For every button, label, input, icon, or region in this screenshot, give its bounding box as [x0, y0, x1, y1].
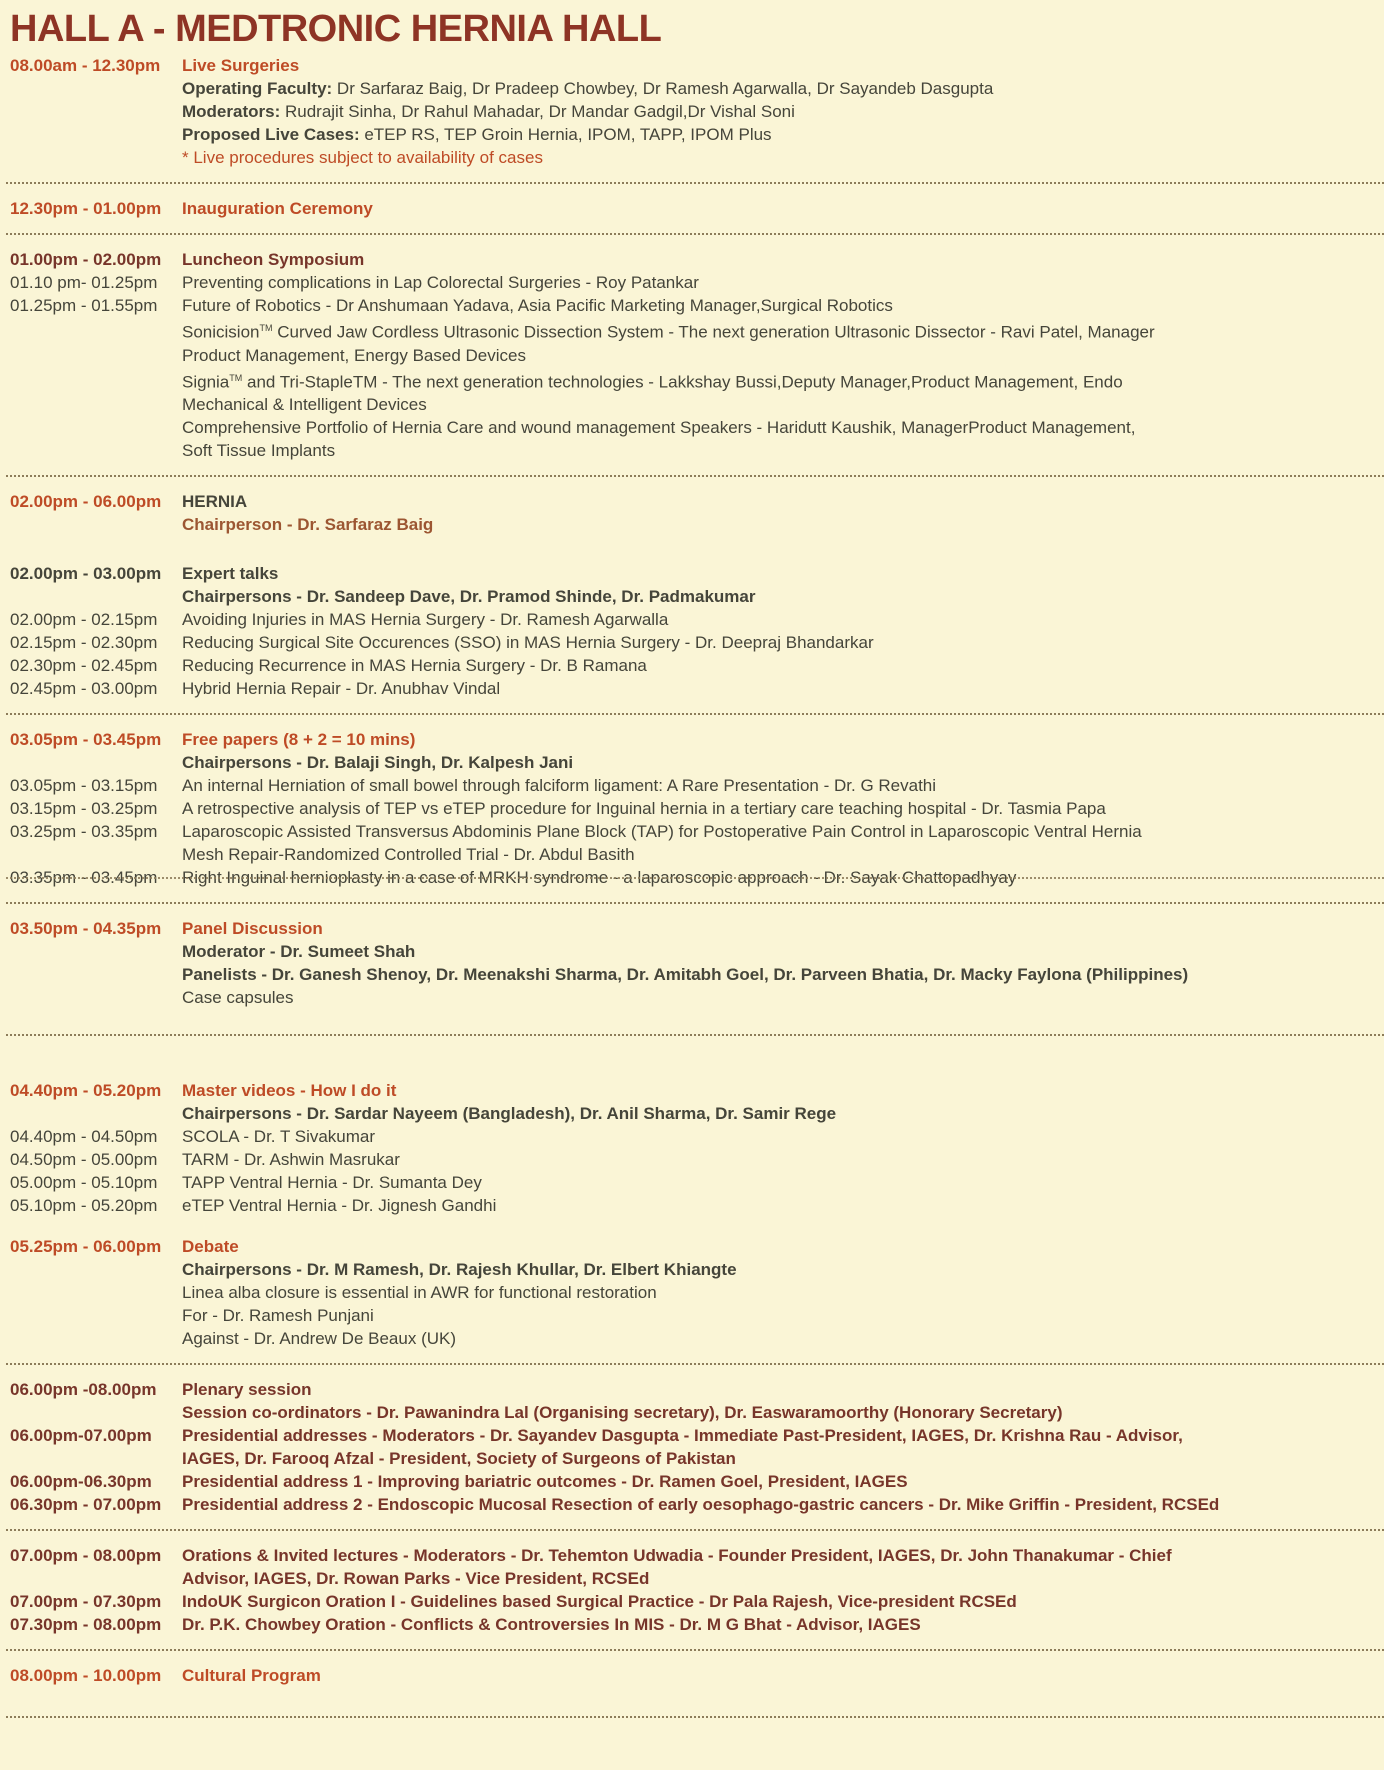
schedule-row [0, 1258, 1384, 1281]
time-cell [10, 123, 182, 146]
session-text [182, 1171, 1376, 1194]
session-text [182, 1102, 1376, 1125]
text-segment: A retrospective analysis of TEP vs eTEP procedure for Inguinal hernia in a tertiary care teaching hospital - Dr. Tasmia Papa [182, 799, 1106, 819]
schedule-row [0, 1171, 1384, 1194]
session-text [182, 1194, 1376, 1217]
text-segment: Orations & Invited lectures - Moderators - Dr. Tehemton Udwadia - Founder President, IAGES, Dr. John Thanakumar - Chief [182, 1546, 1172, 1566]
time-cell [10, 100, 182, 123]
text-segment: Session co-ordinators - Dr. Pawanindra Lal (Organising secretary), Dr. Easwaramoorthy (Honorary Secretary) [182, 1403, 1063, 1423]
time-cell: 01.25pm - 01.55pm [10, 296, 158, 315]
dotted-divider [6, 233, 1384, 235]
session-text [182, 1378, 1376, 1401]
text-segment: IAGES, Dr. Farooq Afzal - President, Society of Surgeons of Pakistan [182, 1449, 736, 1469]
schedule-row [0, 317, 1384, 344]
text-segment: Panelists - Dr. Ganesh Shenoy, Dr. Meenakshi Sharma, Dr. Amitabh Goel, Dr. Parveen Bhatia, Dr. Macky Faylona (Philippines) [182, 965, 1189, 985]
spacer [0, 1049, 1384, 1079]
text-segment: Linea alba closure is essential in AWR for functional restoration [182, 1283, 657, 1303]
text-segment: Rudrajit Sinha, Dr Rahul Mahadar, Dr Mandar Gadgil,Dr Vishal Soni [284, 102, 795, 121]
session-text [182, 294, 1376, 317]
session-text [182, 146, 1376, 169]
time-cell: 02.00pm - 06.00pm [10, 492, 162, 512]
schedule-row [0, 416, 1384, 439]
schedule-row [0, 963, 1384, 986]
schedule-row [0, 751, 1384, 774]
session-text [182, 728, 1376, 751]
session-text [182, 677, 1376, 700]
spacer [0, 536, 1384, 562]
time-cell [10, 940, 182, 963]
text-segment: Mechanical & Intelligent Devices [182, 395, 427, 415]
time-cell [10, 751, 182, 774]
time-cell: 02.00pm - 02.15pm [10, 610, 158, 630]
time-cell: 03.35pm - 03.45pm [10, 868, 158, 888]
time-cell: 05.10pm - 05.20pm [10, 1196, 158, 1216]
time-cell: 04.40pm - 05.20pm [10, 1081, 162, 1101]
schedule-row [0, 843, 1384, 866]
text-segment: Dr. P.K. Chowbey Oration - Conflicts & Controversies In MIS - Dr. M G Bhat - Advisor, IAGES [182, 1615, 921, 1635]
text-segment: Comprehensive Portfolio of Hernia Care and wound management Speakers - Haridutt Kaushik, ManagerProduct Management, [182, 418, 1136, 438]
time-cell: 05.25pm - 06.00pm [10, 1237, 162, 1257]
schedule-row [0, 608, 1384, 631]
time-cell [10, 344, 182, 367]
session-text [182, 439, 1376, 462]
time-cell [10, 146, 182, 169]
spacer [0, 1009, 1384, 1021]
time-cell: 01.00pm - 02.00pm [10, 250, 162, 269]
schedule-row [0, 1470, 1384, 1493]
time-cell [10, 1102, 182, 1125]
text-segment: TM [259, 323, 273, 333]
session-text [182, 751, 1376, 774]
schedule-row [0, 1125, 1384, 1148]
text-segment: For - Dr. Ramesh Punjani [182, 1306, 374, 1326]
time-cell: 06.00pm -08.00pm [10, 1380, 157, 1400]
spacer [0, 1687, 1384, 1703]
time-cell [10, 1304, 182, 1327]
schedule-row [0, 146, 1384, 169]
text-segment: Moderator - Dr. Sumeet Shah [182, 942, 416, 962]
text-segment: An internal Herniation of small bowel through falciform ligament: A Rare Presentation - Dr. G Revathi [182, 776, 937, 796]
schedule-row [0, 1378, 1384, 1401]
time-cell: 04.40pm - 04.50pm [10, 1127, 158, 1147]
time-cell [10, 317, 182, 344]
schedule-row [0, 1424, 1384, 1447]
text-segment: Plenary session [182, 1380, 312, 1400]
session-text [182, 416, 1376, 439]
session-text [182, 1567, 1376, 1590]
schedule-row [0, 1447, 1384, 1470]
schedule-row [0, 248, 1384, 271]
time-cell: 12.30pm - 01.00pm [10, 199, 162, 218]
dotted-divider [6, 1034, 1384, 1036]
session-text [182, 1327, 1376, 1350]
text-segment: Expert talks [182, 564, 279, 584]
schedule-row [0, 917, 1384, 940]
dotted-divider [6, 1363, 1384, 1365]
time-cell [10, 1327, 182, 1350]
schedule-row [0, 1148, 1384, 1171]
text-segment: Avoiding Injuries in MAS Hernia Surgery - Dr. Ramesh Agarwalla [182, 610, 669, 630]
session-text [182, 1304, 1376, 1327]
text-segment: Chairpersons - Dr. Balaji Singh, Dr. Kalpesh Jani [182, 753, 574, 773]
text-segment: Signia [182, 372, 230, 392]
session-text [182, 1470, 1376, 1493]
text-segment: * Live procedures subject to availability of cases [182, 148, 543, 167]
session-text [182, 317, 1376, 344]
text-segment: Advisor, IAGES, Dr. Rowan Parks - Vice President, RCSEd [182, 1569, 650, 1589]
time-cell: 02.30pm - 02.45pm [10, 656, 158, 676]
text-segment: TARM - Dr. Ashwin Masrukar [182, 1150, 400, 1170]
session-text [182, 1493, 1376, 1516]
time-cell [10, 393, 182, 416]
schedule-row [0, 1327, 1384, 1350]
schedule-row [0, 344, 1384, 367]
schedule-row [0, 1567, 1384, 1590]
schedule-row [0, 1304, 1384, 1327]
time-cell [10, 963, 182, 986]
session-text [182, 1148, 1376, 1171]
schedule-row [0, 1235, 1384, 1258]
schedule [0, 54, 1384, 1718]
schedule-row [0, 1194, 1384, 1217]
session-text [182, 917, 1376, 940]
text-segment: Product Management, Energy Based Devices [182, 345, 526, 365]
schedule-row [0, 986, 1384, 1009]
schedule-row [0, 797, 1384, 820]
text-segment: SCOLA - Dr. T Sivakumar [182, 1127, 376, 1147]
text-segment: Right Inguinal hernioplasty in a case of MRKH syndrome - a laparoscopic approach - Dr. Sayak Chattopadhyay [182, 868, 1017, 888]
schedule-row [0, 940, 1384, 963]
session-text [182, 631, 1376, 654]
schedule-row [0, 197, 1384, 220]
schedule-row [0, 654, 1384, 677]
text-segment: Preventing complications in Lap Colorectal Surgeries - Roy Patankar [182, 273, 699, 292]
time-cell [10, 1447, 182, 1470]
session-text [182, 1424, 1376, 1447]
schedule-row [0, 1590, 1384, 1613]
schedule-row [0, 100, 1384, 123]
session-text [182, 271, 1376, 294]
time-cell [10, 585, 182, 608]
dotted-divider [6, 713, 1384, 715]
text-segment: TM [229, 372, 243, 383]
session-text [182, 562, 1376, 585]
text-segment: Proposed Live Cases: [182, 125, 365, 144]
time-cell [10, 986, 182, 1009]
text-segment: Dr Sarfaraz Baig, Dr Pradeep Chowbey, Dr Ramesh Agarwalla, Dr Sayandeb Dasgupta [336, 79, 994, 98]
session-text [182, 344, 1376, 367]
dotted-divider [6, 1649, 1384, 1651]
schedule-row [0, 1281, 1384, 1304]
session-text [182, 1401, 1376, 1424]
schedule-row [0, 490, 1384, 513]
session-text [182, 197, 1376, 220]
time-cell: 03.05pm - 03.45pm [10, 730, 162, 750]
time-cell [10, 843, 182, 866]
schedule-row [0, 294, 1384, 317]
time-cell [10, 77, 182, 100]
time-cell [10, 513, 182, 536]
time-cell: 02.45pm - 03.00pm [10, 679, 158, 699]
text-segment: Operating Faculty: [182, 79, 337, 98]
schedule-row [0, 1102, 1384, 1125]
text-segment: Presidential addresses - Moderators - Dr. Sayandev Dasgupta - Immediate Past-President, IAGES, Dr. Krishna Rau - Advisor, [182, 1426, 1183, 1446]
time-cell: 03.50pm - 04.35pm [10, 919, 162, 939]
time-cell: 05.00pm - 05.10pm [10, 1173, 158, 1193]
session-text [182, 1258, 1376, 1281]
time-cell [10, 1401, 182, 1424]
text-segment: Chairperson - Dr. Sarfaraz Baig [182, 515, 434, 535]
time-cell: 06.00pm-07.00pm [10, 1426, 152, 1446]
schedule-row [0, 439, 1384, 462]
text-segment: Reducing Surgical Site Occurences (SSO) in MAS Hernia Surgery - Dr. Deepraj Bhandarkar [182, 633, 874, 653]
session-text [182, 1281, 1376, 1304]
session-text [182, 843, 1376, 866]
schedule-row [0, 631, 1384, 654]
time-cell [10, 367, 182, 394]
schedule-row [0, 1613, 1384, 1636]
text-segment: Cultural Program [182, 1666, 321, 1686]
schedule-row [0, 393, 1384, 416]
schedule-row [0, 585, 1384, 608]
dotted-divider [6, 1529, 1384, 1531]
time-cell [10, 1258, 182, 1281]
schedule-row [0, 367, 1384, 394]
text-segment: Chairpersons - Dr. Sardar Nayeem (Bangladesh), Dr. Anil Sharma, Dr. Samir Rege [182, 1104, 837, 1124]
session-text [182, 774, 1376, 797]
time-cell: 08.00am - 12.30pm [10, 56, 161, 75]
schedule-row [0, 77, 1384, 100]
session-text [182, 100, 1376, 123]
schedule-row [0, 820, 1384, 843]
session-text [182, 490, 1376, 513]
time-cell: 04.50pm - 05.00pm [10, 1150, 158, 1170]
time-cell [10, 1567, 182, 1590]
schedule-row [0, 866, 1384, 889]
schedule-row [0, 1401, 1384, 1424]
session-text [182, 986, 1376, 1009]
session-text [182, 1544, 1376, 1567]
text-segment: Master videos - How I do it [182, 1081, 397, 1101]
session-text [182, 1590, 1376, 1613]
session-text [182, 608, 1376, 631]
time-cell [10, 1281, 182, 1304]
time-cell [10, 439, 182, 462]
text-segment: Chairpersons - Dr. M Ramesh, Dr. Rajesh Khullar, Dr. Elbert Khiangte [182, 1260, 737, 1280]
text-segment: Presidential address 1 - Improving bariatric outcomes - Dr. Ramen Goel, President, IAGES [182, 1472, 908, 1492]
session-text [182, 1079, 1376, 1102]
text-segment: Debate [182, 1237, 239, 1257]
schedule-row [0, 271, 1384, 294]
schedule-row [0, 677, 1384, 700]
schedule-row [0, 513, 1384, 536]
session-text [182, 820, 1376, 843]
time-cell: 02.00pm - 03.00pm [10, 564, 162, 584]
text-segment: Future of Robotics - Dr Anshumaan Yadava, Asia Pacific Marketing Manager,Surgical Robotics [182, 296, 893, 315]
session-text [182, 54, 1376, 77]
text-segment: HERNIA [182, 492, 248, 512]
session-text [182, 248, 1376, 271]
session-text [182, 963, 1376, 986]
text-segment: Moderators: [182, 102, 285, 121]
session-text [182, 513, 1376, 536]
time-cell: 08.00pm - 10.00pm [10, 1666, 162, 1686]
session-text [182, 1447, 1376, 1470]
text-segment: Live Surgeries [182, 56, 300, 75]
time-cell: 03.25pm - 03.35pm [10, 822, 158, 842]
schedule-row [0, 1079, 1384, 1102]
text-segment: Curved Jaw Cordless Ultrasonic Dissection System - The next generation Ultrasonic Dissector - Ravi Patel, Manager [272, 322, 1155, 342]
text-segment: Laparoscopic Assisted Transversus Abdominis Plane Block (TAP) for Postoperative Pain Control in Laparoscopic Ventral Hernia [182, 822, 1142, 842]
text-segment: Sonicision [182, 322, 260, 342]
dotted-divider [6, 475, 1384, 477]
time-cell: 02.15pm - 02.30pm [10, 633, 158, 653]
session-text [182, 1613, 1376, 1636]
session-text [182, 1664, 1376, 1687]
session-text [182, 77, 1376, 100]
dotted-divider [6, 182, 1384, 184]
time-cell: 03.05pm - 03.15pm [10, 776, 158, 796]
text-segment: and Tri-StapleTM - The next generation technologies - Lakkshay Bussi,Deputy Manager,Product Management, Endo [242, 372, 1123, 392]
text-segment: Panel Discussion [182, 919, 323, 939]
time-cell: 07.00pm - 07.30pm [10, 1592, 162, 1612]
schedule-row [0, 54, 1384, 77]
text-segment: eTEP RS, TEP Groin Hernia, IPOM, TAPP, IPOM Plus [364, 125, 772, 144]
time-cell: 06.30pm - 07.00pm [10, 1495, 162, 1515]
text-segment: Luncheon Symposium [182, 250, 365, 269]
time-cell [10, 416, 182, 439]
time-cell: 03.15pm - 03.25pm [10, 799, 158, 819]
text-segment: Mesh Repair-Randomized Controlled Trial - Dr. Abdul Basith [182, 845, 635, 865]
text-segment: TAPP Ventral Hernia - Dr. Sumanta Dey [182, 1173, 482, 1193]
time-cell: 06.00pm-06.30pm [10, 1472, 152, 1492]
session-text [182, 654, 1376, 677]
text-segment: Against - Dr. Andrew De Beaux (UK) [182, 1329, 457, 1349]
text-segment: Inauguration Ceremony [182, 199, 373, 218]
schedule-row [0, 123, 1384, 146]
time-cell: 07.00pm - 08.00pm [10, 1546, 162, 1566]
session-text [182, 393, 1376, 416]
text-segment: Free papers (8 + 2 = 10 mins) [182, 730, 416, 750]
session-text [182, 585, 1376, 608]
text-segment: Case capsules [182, 988, 294, 1008]
session-text [182, 1125, 1376, 1148]
text-segment: Presidential address 2 - Endoscopic Mucosal Resection of early oesophago-gastric cancers - Dr. Mike Griffin - President, RCSEd [182, 1495, 1220, 1515]
page-title: HALL A - MEDTRONIC HERNIA HALL [10, 8, 662, 50]
text-segment: Soft Tissue Implants [182, 441, 336, 461]
dotted-divider [6, 1716, 1384, 1718]
spacer [0, 1217, 1384, 1235]
time-cell: 01.10 pm- 01.25pm [10, 273, 158, 292]
schedule-row [0, 728, 1384, 751]
schedule-row [0, 1544, 1384, 1567]
session-text [182, 797, 1376, 820]
text-segment: eTEP Ventral Hernia - Dr. Jignesh Gandhi [182, 1196, 497, 1216]
schedule-row [0, 774, 1384, 797]
schedule-row [0, 562, 1384, 585]
schedule-row [0, 1493, 1384, 1516]
session-text [182, 367, 1376, 394]
text-segment: Hybrid Hernia Repair - Dr. Anubhav Vindal [182, 679, 501, 699]
session-text [182, 866, 1376, 889]
session-text [182, 940, 1376, 963]
text-segment: IndoUK Surgicon Oration I - Guidelines based Surgical Practice - Dr Pala Rajesh, Vice-president RCSEd [182, 1592, 1017, 1612]
text-segment: Chairpersons - Dr. Sandeep Dave, Dr. Pramod Shinde, Dr. Padmakumar [182, 587, 756, 607]
session-text [182, 123, 1376, 146]
session-text [182, 1235, 1376, 1258]
text-segment: Reducing Recurrence in MAS Hernia Surgery - Dr. B Ramana [182, 656, 647, 676]
dotted-divider [6, 902, 1384, 904]
time-cell: 07.30pm - 08.00pm [10, 1615, 162, 1635]
schedule-row [0, 1664, 1384, 1687]
